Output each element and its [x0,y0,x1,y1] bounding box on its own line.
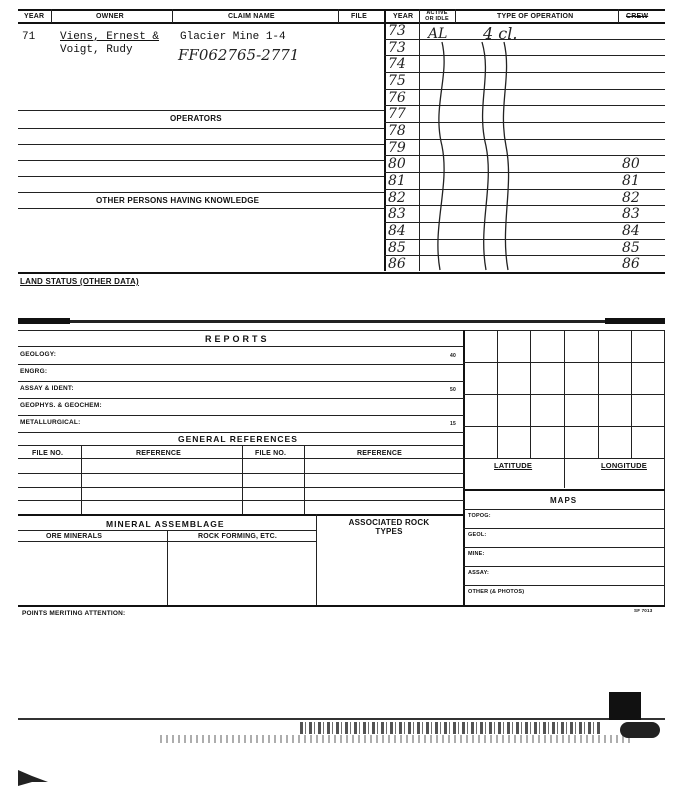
row-rule [463,489,665,491]
col-file-no-2: FILE NO. [255,450,287,457]
row-rule [463,566,665,567]
divider [167,530,168,605]
activity-year: 75 [388,73,406,89]
divider [81,445,82,514]
row-rule [18,128,384,129]
activity-year: 85 [388,239,406,256]
row-rule [18,605,665,607]
row-rule [18,487,464,488]
land-status-heading: LAND STATUS (OTHER DATA) [20,277,139,286]
col-reference-1: REFERENCE [136,450,181,457]
report-code: 50 [450,387,456,393]
report-label: ENGRG: [20,368,48,375]
reports-title: REPORTS [205,334,270,344]
activity-year: 73 [388,39,406,56]
grid-line [664,330,665,605]
row-rule [18,330,665,331]
activity-year: 84 [388,223,406,239]
grid-line [463,362,665,363]
row-rule [463,585,665,586]
map-label: GEOL: [468,532,487,538]
divider [51,9,52,23]
row-rule [18,110,384,111]
row-rule [18,514,464,516]
col-claim-name: CLAIM NAME [228,13,275,20]
header-top-rule [18,9,665,11]
row-rule [18,458,464,459]
divider [618,9,619,23]
row-rule [18,144,384,145]
divider [463,330,465,605]
header-bottom-rule [18,22,665,24]
divider [338,9,339,23]
report-code: 15 [450,421,456,427]
activity-year: 76 [388,89,406,106]
crew-count: 81 [622,173,640,189]
section-bar [18,320,665,323]
crew-count: 86 [622,256,640,273]
activity-year: 74 [388,56,406,73]
row-rule [18,176,384,177]
map-label: OTHER (& PHOTOS) [468,589,525,595]
row-rule [18,364,464,365]
row-rule [18,398,464,399]
scan-blot [620,722,660,738]
col-type-of-operation: TYPE OF OPERATION [497,13,574,20]
row-rule [18,346,464,347]
divider [242,445,243,514]
col-year: YEAR [24,13,45,20]
activity-year: 77 [388,106,406,123]
activity-year: 73 [388,23,406,39]
first-active: AL [428,26,448,42]
corner-mark [18,768,58,788]
mineral-title: MINERAL ASSEMBLAGE [106,519,225,529]
general-refs-title: GENERAL REFERENCES [178,434,298,444]
record-claim: Glacier Mine 1-4 [180,31,286,43]
col-file-no-1: FILE NO. [32,450,64,457]
associated-rock-types: ASSOCIATED ROCK TYPES [348,518,430,536]
black-square-mark [609,692,641,720]
col-file: FILE [351,13,367,20]
rock-forming: ROCK FORMING, ETC. [198,533,278,540]
map-label: TOPOG: [468,513,491,519]
latitude-label: LATITUDE [494,461,533,470]
col-reference-2: REFERENCE [357,450,402,457]
activity-year: 82 [388,189,406,206]
longitude-label: LONGITUDE [601,461,647,470]
row-rule [18,160,384,161]
row-rule [463,528,665,529]
activity-year: 80 [388,156,406,173]
divider [384,9,386,271]
row-rule [18,192,384,193]
record-owner-2: Voigt, Rudy [60,44,133,56]
bar-blot-left [18,318,70,324]
map-label: MINE: [468,551,485,557]
report-label: ASSAY & IDENT: [20,385,74,392]
divider [316,514,317,605]
row-rule [463,547,665,548]
col-year2: YEAR [393,13,414,20]
col-active-idle: ACTIVE OR IDLE [425,10,449,22]
row-rule [18,445,464,446]
grid-line [463,394,665,395]
other-persons-heading: OTHER PERSONS HAVING KNOWLEDGE [96,196,260,205]
divider [304,445,305,514]
operators-heading: OPERATORS [170,114,222,123]
divider [172,9,173,23]
crew-count: 85 [622,239,640,256]
activity-year: 83 [388,206,406,223]
row-rule [18,208,384,209]
row-rule [18,415,464,416]
maps-title: MAPS [550,496,578,505]
activity-year: 81 [388,173,406,189]
table-bottom-rule [18,272,665,274]
report-label: METALLURGICAL: [20,419,81,426]
grid-line [463,426,665,427]
scan-noise [300,722,600,734]
row-rule [18,432,464,433]
col-crew: CREW [626,13,649,20]
activity-year: 78 [388,123,406,139]
divider [564,458,565,488]
row-rule [18,500,464,501]
crew-count: 84 [622,223,640,239]
report-label: GEOLOGY: [20,351,57,358]
scan-noise [160,735,630,743]
squiggle-marks [420,36,520,272]
form-number: SF 7013 [634,608,653,613]
report-code: 40 [450,353,456,359]
record-year: 71 [22,31,36,43]
activity-year: 79 [388,139,406,156]
activity-year: 86 [388,256,406,273]
map-label: ASSAY: [468,570,490,576]
col-owner: OWNER [96,13,124,20]
bottom-rule [18,718,665,720]
crew-count: 82 [622,189,640,206]
report-label: GEOPHYS. & GEOCHEM: [20,402,102,409]
row-rule [463,509,665,510]
ore-minerals: ORE MINERALS [46,533,103,540]
crew-count: 83 [622,206,640,223]
record-claim-number: FF062765-2771 [178,46,300,64]
row-rule [18,473,464,474]
record-owner-1: Viens, Ernest & [60,31,160,43]
divider [455,9,456,23]
crew-count: 80 [622,156,640,173]
first-type: 4 cl. [483,24,518,43]
points-meriting-attention: POINTS MERITING ATTENTION: [22,610,126,617]
row-rule [18,381,464,382]
bar-blot-right [605,318,665,324]
